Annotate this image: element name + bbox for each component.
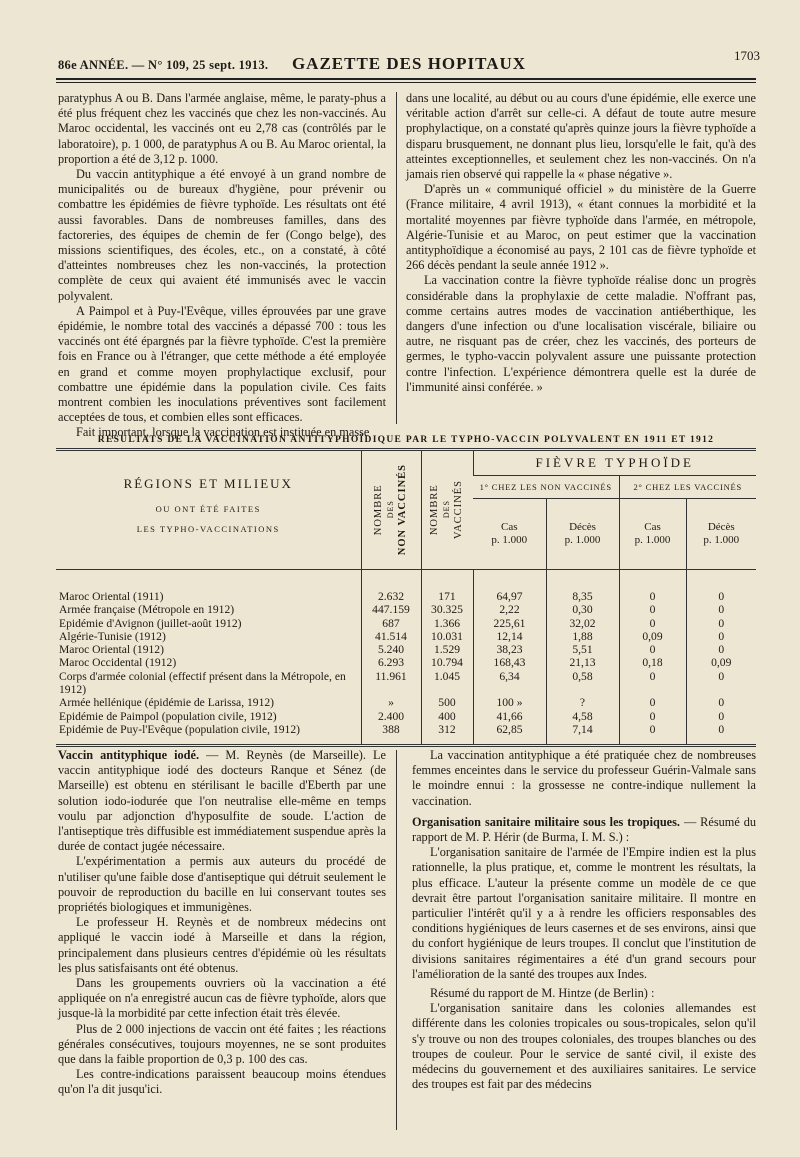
row-vac-cases: 0 bbox=[619, 723, 686, 746]
cas-label: Cas bbox=[644, 521, 661, 533]
header-rule bbox=[56, 78, 756, 80]
table-row bbox=[56, 570, 756, 604]
vac-header-line2: DES bbox=[442, 500, 451, 520]
deces-label: Décès bbox=[707, 521, 735, 533]
row-vac-cases: 0 bbox=[619, 710, 686, 723]
row-vac-count: 500 bbox=[421, 696, 473, 709]
paragraph: Dans les groupements ouvriers où la vaccination a été appliquée on n'a enregistré aucun cas de fièvre typhoïde, alors que jusque-là la morbidité par cette infection était très élevée. bbox=[58, 976, 386, 1021]
row-nonvac-cases: 64,97 bbox=[473, 570, 546, 604]
row-nonvac-deaths: 1,88 bbox=[546, 630, 619, 643]
nv-deces-header bbox=[546, 499, 619, 570]
paragraph: La vaccination antityphique a été pratiquée chez de nombreuses femmes enceintes dans le service du professeur Guérin-Valmale sans le moindre ennui : la grossesse ne contre-indique nullement la vaccination. bbox=[412, 748, 756, 808]
bottom-right-column bbox=[412, 748, 756, 1092]
row-region: Algérie-Tunisie (1912) bbox=[59, 629, 166, 643]
row-nonvac-cases: 100 » bbox=[473, 696, 546, 709]
row-region: Maroc Oriental (1911) bbox=[59, 590, 164, 603]
row-region: Armée française (Métropole en 1912) bbox=[59, 603, 235, 617]
vac-header-line1: NOMBRE bbox=[429, 484, 440, 536]
row-region: Armée hellénique (épidémie de Larissa, 1912) bbox=[59, 696, 275, 710]
issue-info: 86e ANNÉE. — N° 109, 25 sept. 1913. bbox=[58, 58, 269, 72]
row-vac-cases: 0 bbox=[619, 603, 686, 616]
table-row bbox=[56, 670, 756, 697]
regions-header bbox=[56, 450, 361, 570]
row-vac-deaths: 0 bbox=[686, 670, 756, 697]
row-vac-count: 312 bbox=[421, 723, 473, 746]
row-nonvac-cases: 168,43 bbox=[473, 656, 546, 669]
nonvac-group-header: 1° CHEZ LES NON VACCINÉS bbox=[473, 476, 619, 499]
row-nonvac-cases: 38,23 bbox=[473, 643, 546, 656]
nonvac-header bbox=[361, 450, 421, 570]
row-region: Maroc Occidental (1912) bbox=[59, 656, 177, 670]
cas-label: Cas bbox=[501, 521, 518, 533]
v-cas-header bbox=[619, 499, 686, 570]
row-vac-count: 10.031 bbox=[421, 630, 473, 643]
per-label: p. 1.000 bbox=[703, 534, 740, 546]
row-nonvac-cases: 12,14 bbox=[473, 630, 546, 643]
row-vac-deaths: 0 bbox=[686, 630, 756, 643]
table-row bbox=[56, 603, 756, 616]
row-nonvac-deaths: 0,30 bbox=[546, 603, 619, 616]
table-row bbox=[56, 696, 756, 709]
top-right-column bbox=[406, 91, 756, 395]
header-rule-thin bbox=[56, 82, 756, 83]
row-nonvac-deaths: 0,58 bbox=[546, 670, 619, 697]
nonvac-header-line1: NOMBRE bbox=[373, 484, 384, 536]
paragraph: Résumé du rapport de M. Hintze (de Berlin) : bbox=[430, 986, 655, 1001]
row-vac-cases: 0 bbox=[619, 696, 686, 709]
table-row bbox=[56, 643, 756, 656]
row-nonvac-count: 447.159 bbox=[361, 603, 421, 616]
table-row bbox=[56, 710, 756, 723]
paragraph: L'organisation sanitaire dans les colonies allemandes est différente dans les colonies tropicales ou sous-tropicales, selon qu'il s'y trouve ou non des troupes coloniales, des troupes blanches ou des troupes de couleur. Pour le service de santé civil, il existe des médecins du gouvernement et des auxiliaires sanitaires. Le service des troupes est fait par des médecins bbox=[412, 1001, 756, 1092]
page-number: 1703 bbox=[734, 48, 760, 63]
row-nonvac-deaths: 21,13 bbox=[546, 656, 619, 669]
row-vac-count: 400 bbox=[421, 710, 473, 723]
nonvac-header-line3: NON VACCINÉS bbox=[397, 464, 408, 556]
per-label: p. 1.000 bbox=[634, 534, 671, 546]
row-nonvac-count: » bbox=[361, 696, 421, 709]
row-vac-cases: 0 bbox=[619, 643, 686, 656]
row-nonvac-cases: 2,22 bbox=[473, 603, 546, 616]
row-vac-cases: 0 bbox=[619, 670, 686, 697]
paragraph: paratyphus A ou B. Dans l'armée anglaise, même, le paraty-phus a été plus fréquent chez les vaccinés que chez les non-vaccinés. Au Maroc occidental, les vaccinés ont eu 2,78 cas (contrôlés par le laboratoire), p. 1 000, de paratyphus A ou B. Au Maroc oriental, la proportion a été de 3,12 p. 1000. bbox=[58, 91, 386, 166]
row-vac-deaths: 0 bbox=[686, 643, 756, 656]
paragraph: Du vaccin antityphique a été envoyé à un grand nombre de municipalités ou de bureaux d'hygiène, pour prévenir ou combattre les épidémies de fièvre typhoïde. Les résultats ont été aussi favorables. Dans de nombreuses familles, dans des factoreries, des équipes de chemin de fer (Congo belge), des missions scientifiques, des écoles, etc., on a constaté, à côté d'atteintes nombreuses chez les non-vaccinés, la protection complète de ceux qui avaient été immunisés avec le vaccin polyvalent. bbox=[58, 167, 386, 303]
row-vac-deaths: 0 bbox=[686, 710, 756, 723]
row-vac-cases: 0,09 bbox=[619, 630, 686, 643]
per-label: p. 1.000 bbox=[491, 534, 528, 546]
row-region: Epidémie de Paimpol (population civile, 1912) bbox=[59, 709, 277, 723]
row-nonvac-deaths: 8,35 bbox=[546, 570, 619, 604]
row-nonvac-deaths: 32,02 bbox=[546, 617, 619, 630]
section-author: — M. Reynès (de Marseille). bbox=[206, 748, 366, 762]
row-nonvac-count: 2.400 bbox=[361, 710, 421, 723]
row-vac-deaths: 0,09 bbox=[686, 656, 756, 669]
paragraph: A Paimpol et à Puy-l'Evêque, villes éprouvées par une grave épidémie, le nombre total des vaccinés a dépassé 700 : tous les vaccinés ont été épargnés par la fièvre typhoïde. C'est la première fois en France ou à l'étranger, que cette méthode a été employée en grand et comme moyen prophylactique exclusif, pour combattre une épidémie dans la population civile. Ces faits montrent combien les inoculations préventives sont facilement acceptées de tous, et combien elles sont efficaces. bbox=[58, 303, 386, 425]
row-nonvac-count: 388 bbox=[361, 723, 421, 746]
row-nonvac-deaths: 7,14 bbox=[546, 723, 619, 746]
paragraph: La vaccination contre la fièvre typhoïde réalise donc un progrès considérable dans la prophylaxie de cette maladie. N'offrant pas, comme certains autres modes de vaccination antiéberthique, les dangers d'une infection ou d'une localisation viscérale, biliaire ou autre, ne risquant pas de créer, chez les vaccinés, des porteurs de germes, le typho-vaccin polyvalent assure une puissante protection contre l'infection. L'expérience démontrera quelle est la durée de l'immunité ainsi conférée. » bbox=[406, 273, 756, 394]
section-title-organisation: Organisation sanitaire militaire sous les tropiques. bbox=[412, 814, 680, 829]
row-nonvac-cases: 225,61 bbox=[473, 617, 546, 630]
column-divider bbox=[396, 750, 397, 1130]
row-vac-cases: 0,18 bbox=[619, 656, 686, 669]
nonvac-header-line2: DES bbox=[386, 500, 395, 520]
results-table bbox=[56, 448, 756, 747]
table-row bbox=[56, 723, 756, 746]
per-label: p. 1.000 bbox=[564, 534, 601, 546]
page-header bbox=[58, 48, 760, 74]
row-vac-cases: 0 bbox=[619, 617, 686, 630]
paragraph: Fait important, lorsque la vaccination est instituée en masse bbox=[76, 425, 370, 440]
row-nonvac-count: 5.240 bbox=[361, 643, 421, 656]
row-nonvac-deaths: ? bbox=[546, 696, 619, 709]
regions-header-line2: OU ONT ÉTÉ FAITES bbox=[155, 504, 261, 514]
paragraph: dans une localité, au début ou au cours d'une épidémie, elle exerce une véritable action d'arrêt sur celle-ci. A défaut de toute autre mesure prophylactique, on a constaté qu'après quinze jours la fièvre typhoïde a disparu brusquement, ne donnant plus lieu, lorsqu'elle le fait, qu'à des atteintes exceptionnelles, et seulement chez les non-vaccinés. On n'a jamais rien observé qui rappelle la « phase négative ». bbox=[406, 91, 756, 182]
paragraph: Les contre-indications paraissent beaucoup moins étendues qu'on l'a dit jusqu'ici. bbox=[58, 1067, 386, 1097]
row-region: Epidémie de Puy-l'Evêque (population civile, 1912) bbox=[56, 723, 361, 746]
vac-header-line3: VACCINÉS bbox=[453, 480, 464, 540]
paragraph: L'expérimentation a permis aux auteurs du procédé de n'utiliser qu'une faible dose d'antiseptique qui détruit seulement le pouvoir de reproduction du bacille en lui conservant toutes ses propriétés biologiques et immunigènes. bbox=[58, 854, 386, 915]
row-vac-cases: 0 bbox=[619, 570, 686, 604]
row-region: Epidémie d'Avignon (juillet-août 1912) bbox=[59, 616, 242, 630]
row-nonvac-count: 41.514 bbox=[361, 630, 421, 643]
paragraph: Le professeur H. Reynès et de nombreux médecins ont appliqué le vaccin iodé à Marseille et dans la région, principalement dans plusieurs centres d'épidémie où les résultats les plus satisfaisants ont été obtenus. bbox=[58, 915, 386, 975]
fievre-header: FIÈVRE TYPHOÏDE bbox=[473, 450, 756, 476]
row-vac-deaths: 0 bbox=[686, 696, 756, 709]
v-deces-header bbox=[686, 499, 756, 570]
row-vac-deaths: 0 bbox=[686, 603, 756, 616]
vac-header bbox=[421, 450, 473, 570]
regions-header-line1: RÉGIONS ET MILIEUX bbox=[123, 476, 293, 491]
row-vac-count: 1.529 bbox=[421, 643, 473, 656]
paragraph: Le vaccin antityphique iodé des docteurs Ranque et Sénez (de Marseille) est obtenu en stérilisant le bacille d'Eberth par une solution iodo-iodurée que l'on neutralise elle-même en temps voulu par adjonction d'hyposulfite de soude. L'action de l'antiseptique très diffusible est immédiatement suspendue après la durée de contact jugée nécessaire. bbox=[58, 748, 386, 854]
bottom-left-column bbox=[58, 748, 386, 1098]
row-nonvac-deaths: 5,51 bbox=[546, 643, 619, 656]
column-divider bbox=[396, 92, 397, 424]
paragraph: D'après un « communiqué officiel » du ministère de la Guerre (France militaire, 4 avril 1913), « étant connues la morbidité et la mortalité moyennes par fièvre typhoïde dans l'armée, en métropole, Algérie-Tunisie et au Maroc, on peut estimer que la vaccination antityphoïdique a économisé au pays, 2 101 cas de fièvre typhoïde et 266 décès pendant la seule année 1912 ». bbox=[406, 182, 756, 273]
top-left-column bbox=[58, 91, 386, 441]
row-nonvac-count: 2.632 bbox=[361, 570, 421, 604]
paragraph: — Résumé du rapport de M. P. Hérir (de Burma, I. M. S.) : bbox=[412, 814, 757, 845]
row-vac-deaths: 0 bbox=[686, 617, 756, 630]
paragraph: Plus de 2 000 injections de vaccin ont été faites ; les réactions générales consécutives, toujours moyennes, ne se sont produites que dans la faible proportion de 0,3 p. 100 des cas. bbox=[58, 1021, 386, 1067]
row-vac-count: 10.794 bbox=[421, 656, 473, 669]
row-nonvac-count: 11.961 bbox=[361, 670, 421, 697]
vac-group-header: 2° CHEZ LES VACCINÉS bbox=[619, 476, 756, 499]
row-vac-count: 171 bbox=[421, 570, 473, 604]
row-nonvac-cases: 62,85 bbox=[473, 723, 546, 746]
table-title: RÉSULTATS DE LA VACCINATION ANTITYPHOÏDIQUE PAR LE TYPHO-VACCIN POLYVALENT EN 1911 ET 1912 bbox=[97, 435, 715, 445]
row-nonvac-cases: 41,66 bbox=[473, 710, 546, 723]
table-row bbox=[56, 630, 756, 643]
paragraph: L'organisation sanitaire de l'armée de l'Empire indien est la plus rationnelle, la plus pratique, et, comme le montrent les résultats, la plus efficace. L'auteur la présente comme un modèle de ce que devrait être partout l'organisation sanitaire militaire. Il montre en particulier l'intérêt qu'il y a à rendre les officiers responsables des conditions hygiéniques de leurs casernes et de ses environs, ainsi que du confort hygiénique de leurs troupes. Il conclut que l'institution de divisions sanitaires régimentaires a été d'un grand secours pour l'amélioration de la santé des troupes aux Indes. bbox=[412, 845, 756, 981]
table-row bbox=[56, 656, 756, 669]
row-nonvac-count: 687 bbox=[361, 617, 421, 630]
row-vac-count: 30.325 bbox=[421, 603, 473, 616]
row-nonvac-count: 6.293 bbox=[361, 656, 421, 669]
table-row bbox=[56, 617, 756, 630]
row-vac-deaths: 0 bbox=[686, 570, 756, 604]
row-nonvac-deaths: 4,58 bbox=[546, 710, 619, 723]
row-region: Corps d'armée colonial (effectif présent dans la Métropole, en 1912) bbox=[59, 669, 346, 697]
row-nonvac-cases: 6,34 bbox=[473, 670, 546, 697]
row-vac-count: 1.045 bbox=[421, 670, 473, 697]
row-vac-deaths: 0 bbox=[686, 723, 756, 746]
row-region: Maroc Oriental (1912) bbox=[59, 643, 164, 657]
regions-header-line3: LES TYPHO-VACCINATIONS bbox=[136, 524, 280, 534]
section-title-vaccin-iode: Vaccin antityphique iodé. bbox=[58, 748, 200, 762]
journal-title: GAZETTE DES HOPITAUX bbox=[291, 54, 527, 73]
row-vac-count: 1.366 bbox=[421, 617, 473, 630]
nv-cas-header bbox=[473, 499, 546, 570]
deces-label: Décès bbox=[569, 521, 596, 533]
